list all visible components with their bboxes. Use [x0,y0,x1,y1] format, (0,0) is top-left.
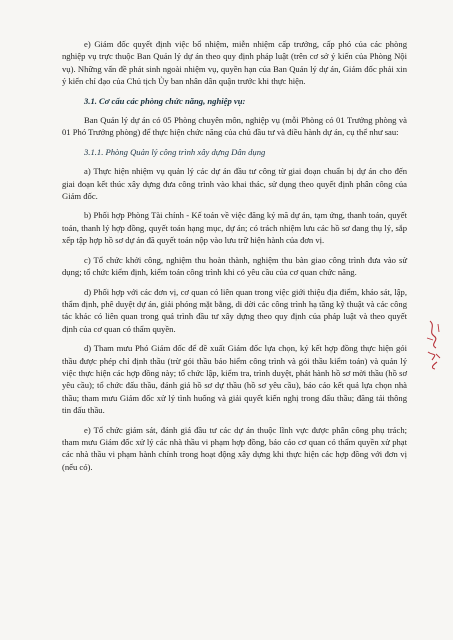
paragraph-d-tender: d) Tham mưu Phó Giám đốc để đề xuất Giám đốc lựa chọn, ký kết hợp đồng thực hiện gói thầu được phép chỉ định thầu (trừ gói thầu bảo hiểm công trình và gói thầu kiểm toán) và quản lý việc thực hiện các hợp đồng này; tổ chức lập, kiểm tra, trình duyệt, phát hành hồ sơ mời thầu (hồ sơ yêu cầu); tổ chức đấu thầu, đánh giá hồ sơ dự thầu (hồ sơ yêu cầu), báo cáo kết quả lựa chọn nhà thầu; tham mưu Giám đốc xử lý tình huống và giải quyết kiến nghị trong đấu thầu; đăng tải thông tin đấu thầu. [62,343,407,416]
paragraph-b: b) Phối hợp Phòng Tài chính - Kế toán về việc đăng ký mã dự án, tạm ứng, thanh toán, quyết toán, thanh lý hợp đồng, quyết toán hạng mục, dự án; có trách nhiệm lưu các hồ sơ đang thụ lý, sắp xếp tập hợp hồ sơ dự án đã quyết toán nộp vào lưu trữ hiện hành của đơn vị. [62,210,407,246]
paragraph-structure-intro: Ban Quản lý dự án có 05 Phòng chuyên môn, nghiệp vụ (mỗi Phòng có 01 Trưởng phòng và 01 Phó Trưởng phòng) để thực hiện chức năng của chủ đầu tư và điều hành dự án, cụ thể như sau: [62,115,407,138]
section-heading-3-1: 3.1. Cơ cấu các phòng chức năng, nghiệp vụ: [84,95,246,106]
paragraph-a: a) Thực hiện nhiệm vụ quản lý các dự án đầu tư công từ giai đoạn chuẩn bị dự án cho đến giai đoạn kết thúc xây dựng đưa công trình vào khai thác, sử dụng theo quyết định phân công của Giám đốc. [62,166,407,202]
paragraph-e-appointment: e) Giám đốc quyết định việc bổ nhiệm, miễn nhiệm cấp trưởng, cấp phó của các phòng nghiệp vụ trực thuộc Ban Quản lý dự án theo quy định pháp luật (trên cơ sở ý kiến của Phòng Nội vụ). Những vấn đề phát sinh ngoài nhiệm vụ, quyền hạn của Ban Quản lý dự án, Giám đốc phải xin ý kiến chỉ đạo của Chủ tịch Ủy ban nhân dân quận trước khi thực hiện. [62,39,407,87]
paragraph-e-supervision: e) Tổ chức giám sát, đánh giá đầu tư các dự án thuộc lĩnh vực được phân công phụ trách; tham mưu Giám đốc xử lý các nhà thầu vi phạm hợp đồng, báo cáo cơ quan có thẩm quyền xử phạt các nhà thầu vi phạm hành chính trong hoạt động xây dựng khi thực hiện các hợp đồng với đơn vị (nếu có). [62,424,407,472]
document-body [62,38,407,480]
paragraph-c: c) Tổ chức khởi công, nghiệm thu hoàn thành, nghiệm thu bàn giao công trình đưa vào sử dụng; tổ chức kiểm định, kiểm toán công trình khi có yêu cầu của cơ quan chức năng. [62,254,407,278]
paragraph-d: d) Phối hợp với các đơn vị, cơ quan có liên quan trong việc giới thiệu địa điểm, khảo sát, lập, thẩm định, phê duyệt dự án, giải phóng mặt bằng, di dời các công trình hạ tầng kỹ thuật và các công tác khác có liên quan trong quá trình đầu tư xây dựng theo quy định của pháp luật và theo quyết định của cơ quan có thẩm quyền. [62,286,407,334]
subsection-heading-3-1-1: 3.1.1. Phòng Quản lý công trình xây dựng Dân dụng [84,146,266,157]
margin-initials-stamp [424,318,444,370]
